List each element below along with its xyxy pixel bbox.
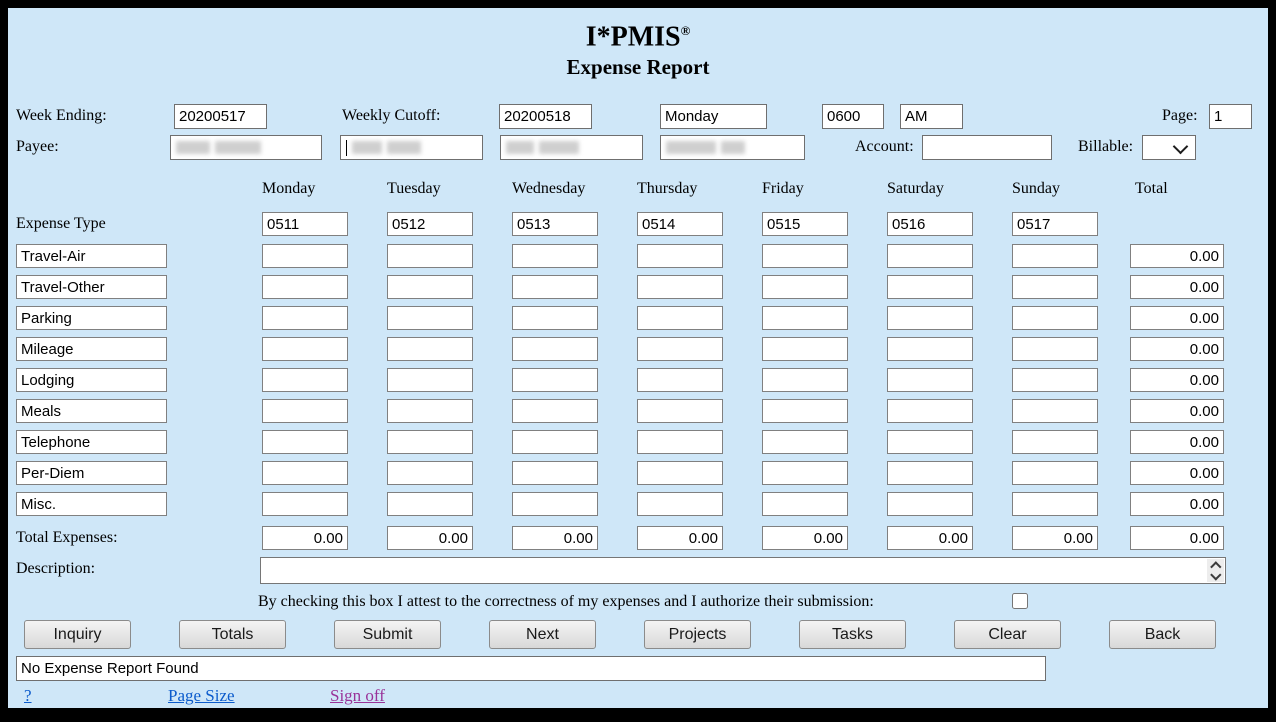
text-cursor bbox=[346, 140, 347, 156]
expense-cell[interactable] bbox=[1012, 337, 1098, 361]
expense-cell[interactable] bbox=[762, 244, 848, 268]
redacted-text bbox=[215, 141, 261, 154]
expense-cell[interactable] bbox=[387, 399, 473, 423]
date-input-thursday[interactable] bbox=[637, 212, 723, 236]
billable-select[interactable] bbox=[1142, 135, 1196, 160]
expense-cell[interactable] bbox=[887, 368, 973, 392]
expense-cell[interactable] bbox=[262, 275, 348, 299]
expense-cell[interactable] bbox=[512, 306, 598, 330]
expense-type-lodging[interactable] bbox=[16, 368, 167, 392]
expense-cell[interactable] bbox=[512, 399, 598, 423]
expense-type-parking[interactable] bbox=[16, 306, 167, 330]
expense-cell[interactable] bbox=[1012, 368, 1098, 392]
next-button[interactable]: Next bbox=[489, 620, 596, 649]
expense-cell[interactable] bbox=[512, 337, 598, 361]
page-size-link[interactable]: Page Size bbox=[168, 686, 235, 705]
weekly-cutoff-label: Weekly Cutoff: bbox=[342, 107, 441, 124]
expense-cell[interactable] bbox=[637, 430, 723, 454]
expense-cell[interactable] bbox=[762, 430, 848, 454]
attestation-checkbox[interactable] bbox=[1012, 593, 1028, 609]
expense-cell[interactable] bbox=[762, 492, 848, 516]
day-header-wednesday: Wednesday bbox=[512, 180, 586, 197]
cutoff-time-input[interactable] bbox=[822, 104, 884, 129]
row-total-travel-other bbox=[1130, 275, 1224, 299]
page-subtitle: Expense Report bbox=[566, 55, 710, 80]
row-total-mileage bbox=[1130, 337, 1224, 361]
expense-cell[interactable] bbox=[762, 399, 848, 423]
total-expenses-label: Total Expenses: bbox=[16, 529, 118, 546]
day-header-total: Total bbox=[1135, 180, 1168, 197]
expense-cell[interactable] bbox=[887, 275, 973, 299]
expense-type-telephone[interactable] bbox=[16, 430, 167, 454]
page-title bbox=[8, 16, 1268, 80]
payee-field-3[interactable] bbox=[500, 135, 643, 160]
expense-type-misc[interactable] bbox=[16, 492, 167, 516]
day-header-friday: Friday bbox=[762, 180, 804, 197]
expense-cell[interactable] bbox=[637, 244, 723, 268]
expense-cell[interactable] bbox=[637, 337, 723, 361]
expense-cell[interactable] bbox=[512, 244, 598, 268]
day-total-saturday bbox=[887, 526, 973, 550]
expense-cell[interactable] bbox=[1012, 492, 1098, 516]
expense-report-page bbox=[8, 8, 1268, 708]
expense-cell[interactable] bbox=[637, 399, 723, 423]
expense-cell[interactable] bbox=[887, 492, 973, 516]
day-header-sunday: Sunday bbox=[1012, 180, 1060, 197]
expense-cell[interactable] bbox=[762, 461, 848, 485]
expense-cell[interactable] bbox=[387, 430, 473, 454]
expense-cell[interactable] bbox=[262, 399, 348, 423]
redacted-text bbox=[387, 141, 421, 154]
row-total-meals bbox=[1130, 399, 1224, 423]
expense-cell[interactable] bbox=[262, 306, 348, 330]
expense-cell[interactable] bbox=[262, 430, 348, 454]
expense-cell[interactable] bbox=[887, 306, 973, 330]
redacted-text bbox=[352, 141, 382, 154]
day-total-tuesday bbox=[387, 526, 473, 550]
app-title bbox=[8, 16, 1268, 52]
expense-cell[interactable] bbox=[1012, 306, 1098, 330]
expense-type-meals[interactable] bbox=[16, 399, 167, 423]
cutoff-day-input[interactable] bbox=[660, 104, 767, 129]
expense-cell[interactable] bbox=[1012, 399, 1098, 423]
expense-cell[interactable] bbox=[887, 244, 973, 268]
date-input-monday[interactable] bbox=[262, 212, 348, 236]
weekly-cutoff-date-input[interactable] bbox=[499, 104, 592, 129]
account-input[interactable] bbox=[922, 135, 1052, 160]
payee-field-4[interactable] bbox=[660, 135, 805, 160]
totals-button[interactable]: Totals bbox=[179, 620, 286, 649]
date-input-sunday[interactable] bbox=[1012, 212, 1098, 236]
expense-cell[interactable] bbox=[262, 337, 348, 361]
day-total-sunday bbox=[1012, 526, 1098, 550]
week-ending-label: Week Ending: bbox=[16, 107, 107, 124]
expense-cell[interactable] bbox=[387, 275, 473, 299]
expense-cell[interactable] bbox=[637, 461, 723, 485]
date-input-friday[interactable] bbox=[762, 212, 848, 236]
attestation-text: By checking this box I attest to the correctness of my expenses and I authorize their submission: bbox=[258, 593, 874, 610]
expense-cell[interactable] bbox=[637, 306, 723, 330]
cutoff-meridiem-input[interactable] bbox=[900, 104, 963, 129]
redacted-text bbox=[721, 141, 745, 154]
billable-label: Billable: bbox=[1078, 138, 1134, 155]
row-total-travel-air bbox=[1130, 244, 1224, 268]
page-label: Page: bbox=[1162, 107, 1198, 124]
expense-cell[interactable] bbox=[262, 492, 348, 516]
page-number-input[interactable] bbox=[1209, 104, 1252, 129]
scroll-down-icon[interactable] bbox=[1210, 569, 1221, 580]
expense-cell[interactable] bbox=[762, 337, 848, 361]
grand-total bbox=[1130, 526, 1224, 550]
expense-type-per-diem[interactable] bbox=[16, 461, 167, 485]
expense-cell[interactable] bbox=[387, 244, 473, 268]
redacted-text bbox=[176, 141, 210, 154]
expense-cell[interactable] bbox=[887, 430, 973, 454]
sign-off-link[interactable]: Sign off bbox=[330, 686, 385, 705]
date-input-tuesday[interactable] bbox=[387, 212, 473, 236]
expense-cell[interactable] bbox=[512, 275, 598, 299]
expense-cell[interactable] bbox=[1012, 275, 1098, 299]
expense-cell[interactable] bbox=[387, 337, 473, 361]
expense-cell[interactable] bbox=[762, 368, 848, 392]
projects-button[interactable]: Projects bbox=[644, 620, 751, 649]
expense-cell[interactable] bbox=[512, 430, 598, 454]
expense-cell[interactable] bbox=[887, 461, 973, 485]
week-ending-input[interactable] bbox=[174, 104, 267, 129]
payee-field-1[interactable] bbox=[170, 135, 322, 160]
day-header-tuesday: Tuesday bbox=[387, 180, 441, 197]
day-header-thursday: Thursday bbox=[637, 180, 698, 197]
back-button[interactable]: Back bbox=[1109, 620, 1216, 649]
row-total-per-diem bbox=[1130, 461, 1224, 485]
row-total-parking bbox=[1130, 306, 1224, 330]
expense-cell[interactable] bbox=[1012, 461, 1098, 485]
expense-type-label: Expense Type bbox=[16, 215, 106, 232]
expense-cell[interactable] bbox=[887, 399, 973, 423]
tasks-button[interactable]: Tasks bbox=[799, 620, 906, 649]
day-total-thursday bbox=[637, 526, 723, 550]
day-header-monday: Monday bbox=[262, 180, 316, 197]
redacted-text bbox=[666, 141, 716, 154]
expense-cell[interactable] bbox=[262, 368, 348, 392]
payee-label: Payee: bbox=[16, 138, 59, 155]
description-label: Description: bbox=[16, 560, 96, 577]
redacted-text bbox=[506, 141, 534, 154]
expense-cell[interactable] bbox=[512, 461, 598, 485]
day-header-saturday: Saturday bbox=[887, 180, 944, 197]
expense-cell[interactable] bbox=[387, 306, 473, 330]
expense-cell[interactable] bbox=[637, 492, 723, 516]
help-link[interactable]: ? bbox=[24, 686, 32, 705]
registered-mark: ® bbox=[680, 23, 691, 38]
expense-cell[interactable] bbox=[387, 461, 473, 485]
expense-cell[interactable] bbox=[637, 368, 723, 392]
app-title-text: I*PMIS bbox=[585, 21, 681, 53]
expense-cell[interactable] bbox=[262, 244, 348, 268]
inquiry-button[interactable]: Inquiry bbox=[24, 620, 131, 649]
date-input-saturday[interactable] bbox=[887, 212, 973, 236]
expense-cell[interactable] bbox=[262, 461, 348, 485]
day-total-wednesday bbox=[512, 526, 598, 550]
status-message-field bbox=[16, 656, 1046, 681]
expense-type-travel-other[interactable] bbox=[16, 275, 167, 299]
row-total-misc bbox=[1130, 492, 1224, 516]
submit-button[interactable]: Submit bbox=[334, 620, 441, 649]
description-textarea[interactable] bbox=[260, 557, 1226, 584]
expense-cell[interactable] bbox=[887, 337, 973, 361]
expense-cell[interactable] bbox=[762, 275, 848, 299]
expense-type-mileage[interactable] bbox=[16, 337, 167, 361]
expense-type-travel-air[interactable] bbox=[16, 244, 167, 268]
account-label: Account: bbox=[855, 138, 914, 155]
day-total-monday bbox=[262, 526, 348, 550]
chevron-down-icon bbox=[1173, 139, 1189, 155]
row-total-lodging bbox=[1130, 368, 1224, 392]
expense-cell[interactable] bbox=[1012, 430, 1098, 454]
expense-cell[interactable] bbox=[512, 492, 598, 516]
day-total-friday bbox=[762, 526, 848, 550]
redacted-text bbox=[539, 141, 579, 154]
clear-button[interactable]: Clear bbox=[954, 620, 1061, 649]
date-input-wednesday[interactable] bbox=[512, 212, 598, 236]
row-total-telephone bbox=[1130, 430, 1224, 454]
expense-cell[interactable] bbox=[387, 492, 473, 516]
payee-field-2[interactable] bbox=[340, 135, 483, 160]
expense-cell[interactable] bbox=[512, 368, 598, 392]
textarea-scrollbar[interactable] bbox=[1207, 559, 1224, 582]
expense-cell[interactable] bbox=[387, 368, 473, 392]
expense-cell[interactable] bbox=[637, 275, 723, 299]
expense-cell[interactable] bbox=[762, 306, 848, 330]
expense-cell[interactable] bbox=[1012, 244, 1098, 268]
